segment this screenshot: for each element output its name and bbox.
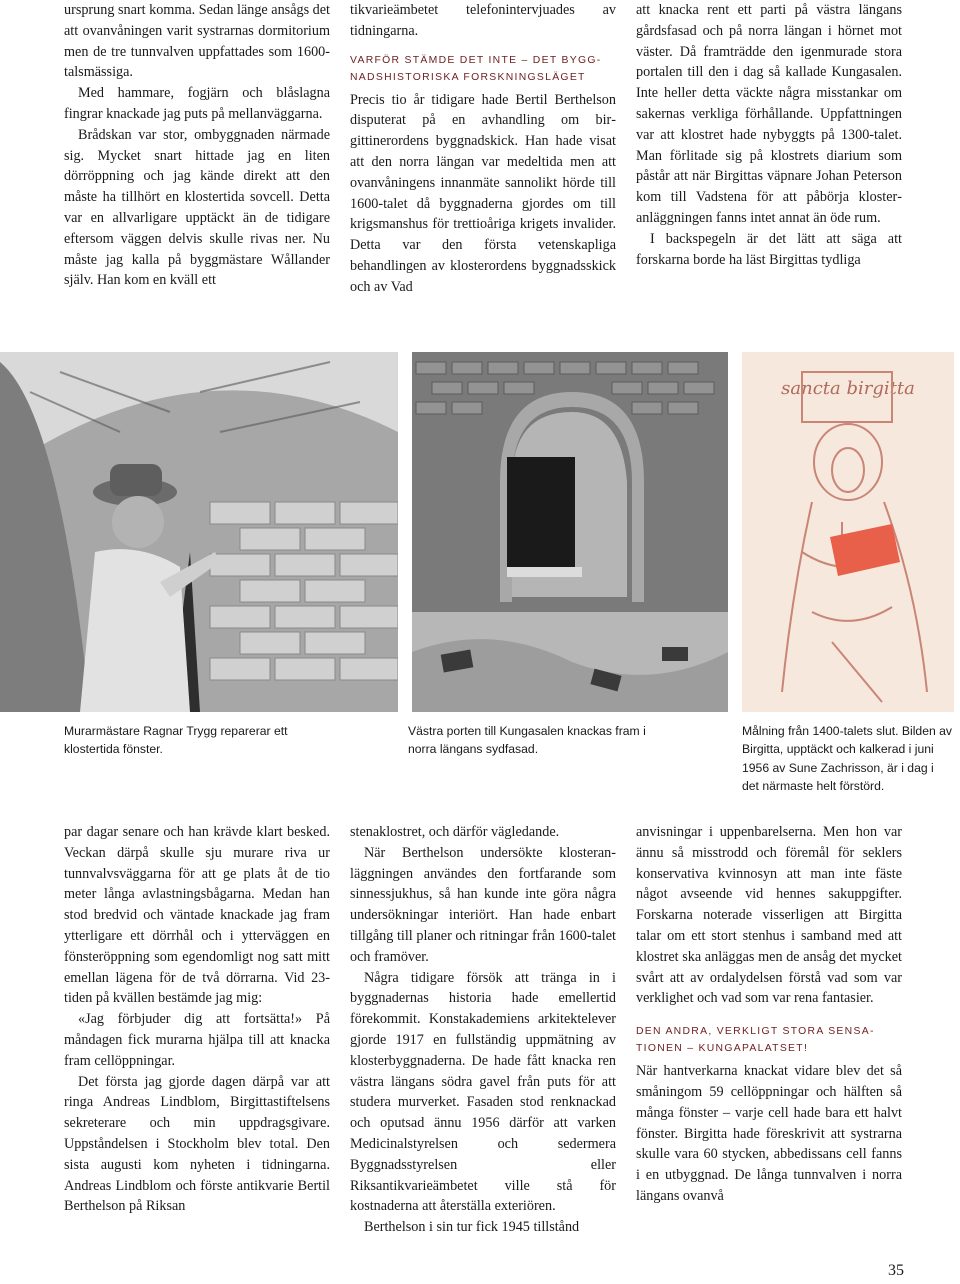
bottom-column-1: [64, 822, 330, 1217]
paragraph: anvisningar i uppenbarelserna. Men hon var ännu så misstrodd och föremål för seklers konservativa kvinnosyn att man inte fäste något avseende vid hennes sakuppgifter. Forskarna noterade visserligen att Birgitta talar om ett stort stenhus i samband med att klostret ska anläggas men de ansåg det mycket svårt att av ordalydelsen förstå vad som var verklighet och vad som var rena fantasier.: [636, 824, 902, 1007]
paragraph: När Berthelson undersökte klosteranläggningen användes den fortfarande som sinnessjukhus, så han kunde inte göra några undersökningar interiört. Han hade enbart tillgång till planer och ritningar från 1600-talet och framöver.: [350, 844, 616, 965]
top-column-3: [636, 0, 902, 270]
caption-mason: Murarmästare Ragnar Trygg reparerar ett klostertida fönster.: [64, 724, 288, 757]
paragraph: I backspegeln är det lätt att säga att forskarna borde ha läst Birgittas tydliga: [636, 230, 902, 268]
photo-west-portal: [412, 352, 728, 712]
paragraph: tikvarieämbetet telefonintervjuades av tidningarna.: [350, 2, 616, 39]
painting-inscription: sancta birgitta: [781, 378, 915, 399]
paragraph: Berthelson i sin tur fick 1945 tillstånd: [364, 1219, 580, 1236]
paragraph: När hantverkarna knackat vidare blev det så småningom 59 cellöppningar och hälften så många fönster – varje cell hade bara ett halvt fönster. Birgitta hade föreskrivit att systrarna skulle vara 60 stycken, abbedissans cell fanns i en utbyggnad. De långa tunnvalven i norra längans ovanvå: [636, 1063, 902, 1204]
paragraph: Precis tio år tidigare hade Bertil Berthelson disputerat på en avhandling om birgittinerordens byggnadskick. Han hade visat att den norra längan var medeltida men att ovanvåningens innanmäte sannolikt hörde till 1600-talet då byggnaderna gjordes om till krigsmanshus för trettioåriga krigets invalider. Detta var den första vetenskapliga behandlingen av klosterordens byggnadsskick och av Vad: [350, 91, 616, 295]
section-heading: VARFÖR STÄMDE DET INTE – DET BYGGNADSHISTORISKA FORSKNINGSLÄGET: [350, 54, 601, 83]
paragraph: Brådskan var stor, ombyggnaden närmade sig. Mycket snart hittade jag en liten dörröppning och jag kände direkt att den måste ha tillhört en klostertida sovcell. Detta var en allvarligare upptäckt än de tidigare eftersom väggen delvis skulle rivas ner. Nu måste jag kalla på byggmästare Wållander själv. Han kom en kväll ett: [64, 126, 330, 289]
bottom-column-2: [350, 822, 616, 1238]
section-heading: DEN ANDRA, VERKLIGT STORA SENSATIONEN – KUNGAPALATSET!: [636, 1026, 874, 1055]
paragraph: Det första jag gjorde dagen därpå var att ringa Andreas Lindblom, Birgittastiftelsens sekreterare och min uppdragsgivare. Uppståndelsen i Stockholm blev total. Den sista augusti kom nyheten i tidningarna. Andreas Lindblom och förste antikvarie Bertil Berthelson på Riksan: [64, 1073, 330, 1215]
top-column-2: [350, 0, 616, 298]
paragraph: par dagar senare och han krävde klart besked. Veckan därpå skulle sju murare riva ur tunnvalvsväggarna för att ge plats åt de tio meter långa avlastningsbågarna. Medan han stod bredvid och väntade knackade jag fram ytterligare ett dörrhål och i ytterväggen en fönsteröppning som egendomligt nog satt mitt emellan lägena för de två dörrarna. Vid 23-tiden på kvällen bestämde jag mig:: [64, 824, 330, 1007]
paragraph: ursprung snart komma. Sedan länge ansågs det att ovanvåningen varit systrarnas dormitorium men de tre tunnvalven uppfattades som 1600-talsmässiga.: [64, 2, 330, 81]
paragraph: Med hammare, fogjärn och blåslagna fingrar knackade jag puts på mellanväggarna.: [64, 85, 330, 122]
caption-portal: Västra porten till Kungasalen knackas fram i norra längans sydfasad.: [408, 724, 646, 757]
paragraph: «Jag förbjuder dig att fortsätta!» På måndagen fick murarna hjälpa till att knacka fram cellöppningar.: [64, 1011, 330, 1069]
top-column-1: [64, 0, 330, 291]
photo-mason-window: [0, 352, 398, 712]
photo-birgitta-painting: [742, 352, 954, 712]
page-number: 35: [888, 1262, 904, 1279]
paragraph: att knacka rent ett parti på västra längans gårdsfasad och på norra längan i hörnet mot väster. Då framträdde den igenmurade stora portalen till den i dag så kallade Kungasalen. Inte heller detta väckte några misstankar om sakernas verkliga förhållande. Uppfattningen var att klostret hade nybyggts på 1300-talet. Man förlitade sig på klostrets diarium som påstår att när Birgittas väpnare Johan Peterson kom till Vadstena för att påbörja klosteranläggningen fanns intet annat än öde rum.: [636, 2, 902, 226]
paragraph: stenaklostret, och därför vägledande.: [350, 824, 560, 840]
paragraph: Några tidigare försök att tränga in i byggnadernas historia hade emellertid förekommit. Konstakademiens arkitektelever gjorde 1917 en fullständig uppmätning av klosterbyggnaderna. De hade fått knacka ren västra längans södra gavel från puts för att studera murverket. Fasaden stod renknackad och oputsad ännu 1956 därför att varken Medicinalstyrelsen och sedermera Byggnadsstyrelsen eller Riksantikvarieämbetet ville stå för kostnaderna att återställa exteriören.: [350, 969, 616, 1215]
bottom-column-3: [636, 822, 902, 1207]
caption-painting: Målning från 1400-talets slut. Bilden av Birgitta, upptäckt och kalkerad i juni 1956 av Sune Zachrisson, är i dag i det närmaste helt förstörd.: [742, 724, 953, 794]
